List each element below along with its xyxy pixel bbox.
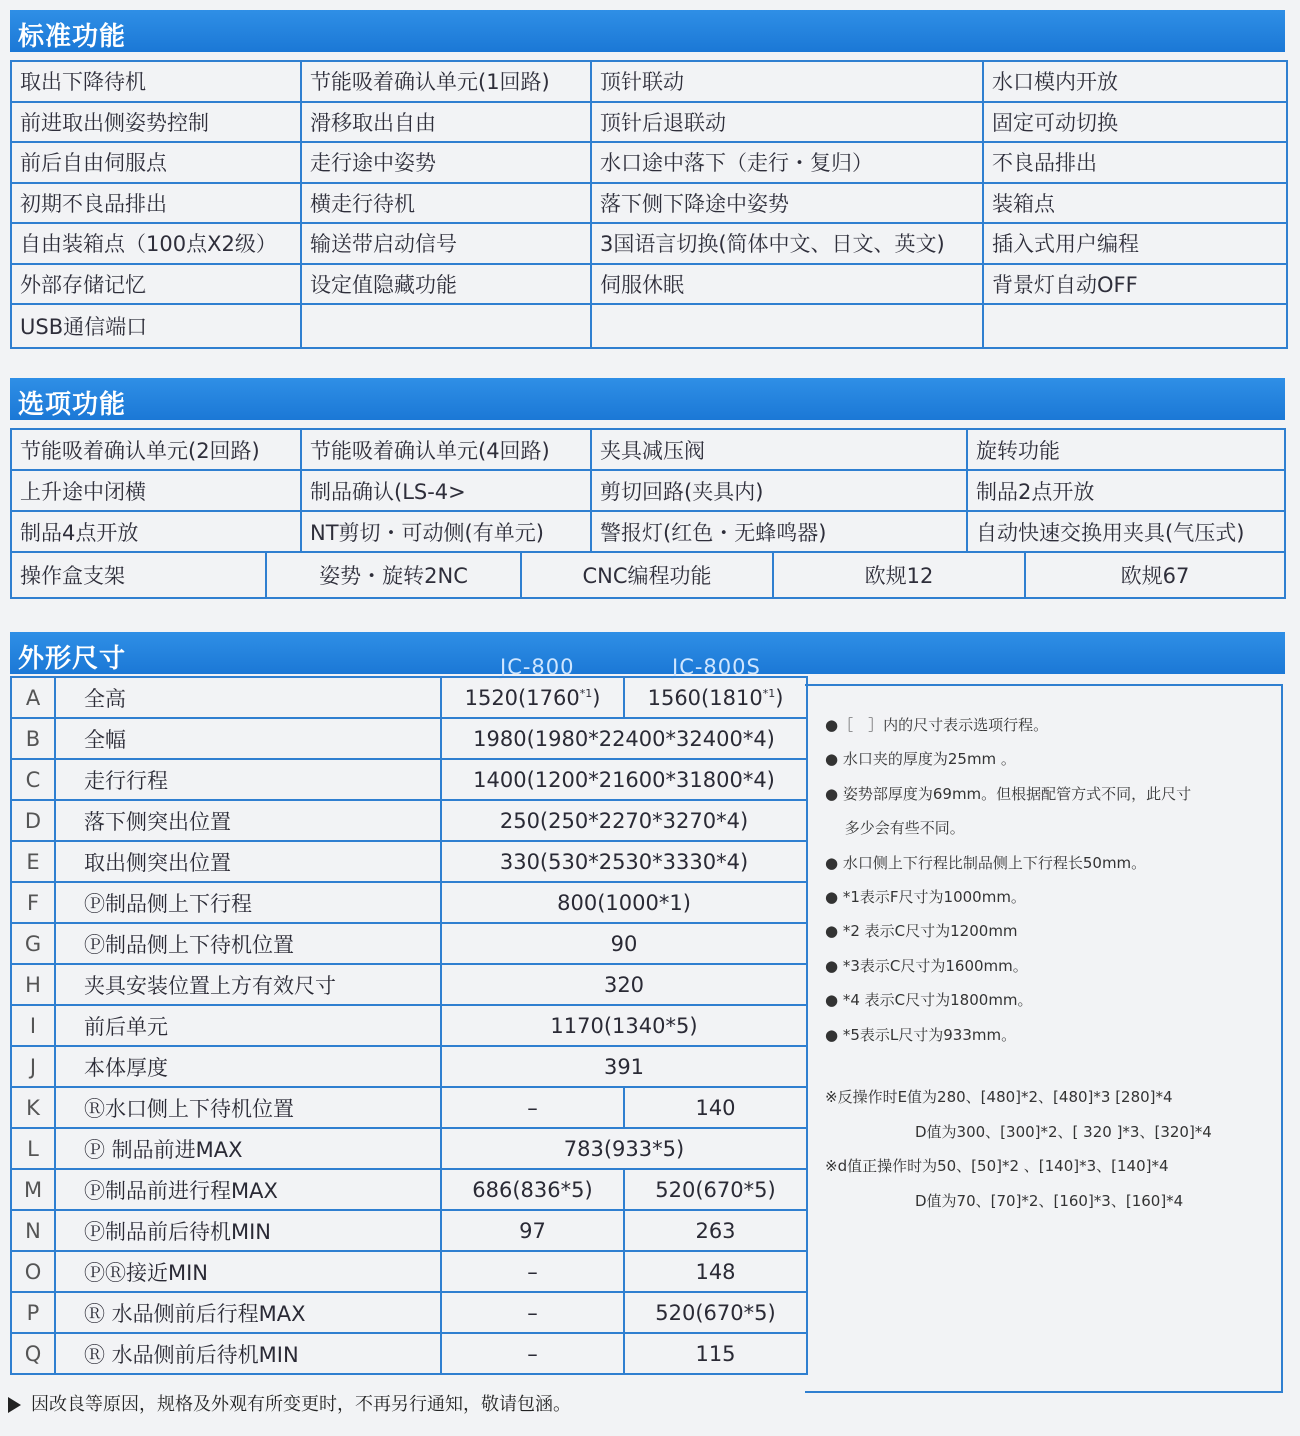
standard-section-title: 标准功能 [18, 22, 127, 52]
dimension-value: 90 [441, 923, 807, 964]
options-section-title: 选项功能 [18, 390, 127, 420]
reverse-operation-notes [825, 1080, 1212, 1218]
options-section-header [10, 378, 1285, 420]
option-cell: 制品2点开放 [967, 470, 1285, 511]
function-cell: 输送带启动信号 [301, 223, 591, 264]
dimension-label: 全高 [55, 677, 441, 718]
note-line: ● *5表示L尺寸为933mm。 [825, 1025, 1017, 1044]
dimension-letter: I [11, 1005, 55, 1046]
dimension-row [11, 964, 807, 1005]
option-cell: 制品确认(LS-4> [301, 470, 591, 511]
reverse-note-line: D值为300、[300]*2、[ 320 ]*3、[320]*4 [825, 1122, 1212, 1141]
function-cell: 外部存储记忆 [11, 264, 301, 305]
dimension-row [11, 1005, 807, 1046]
dimension-row [11, 1251, 807, 1292]
dimension-letter: H [11, 964, 55, 1005]
option-cell: 警报灯(红色・无蜂鸣器) [591, 511, 967, 552]
dimension-value: 800(1000*1) [441, 882, 807, 923]
dimension-notes [825, 708, 1191, 1052]
function-cell: 设定值隐藏功能 [301, 264, 591, 305]
table-row [11, 264, 1287, 305]
function-cell [301, 304, 591, 348]
function-cell: 背景灯自动OFF [983, 264, 1287, 305]
dimension-letter: B [11, 718, 55, 759]
function-cell: 水口模内开放 [983, 61, 1287, 102]
dimension-row [11, 1292, 807, 1333]
value-jc800: – [441, 1087, 624, 1128]
dimension-label: Ⓡ 水品侧前后行程MAX [55, 1292, 441, 1333]
table-row [11, 142, 1287, 183]
function-cell: 固定可动切换 [983, 102, 1287, 143]
note-line: ● 水口夹的厚度为25mm 。 [825, 750, 1016, 769]
dimension-row [11, 800, 807, 841]
dimension-letter: F [11, 882, 55, 923]
function-cell: 取出下降待机 [11, 61, 301, 102]
dimension-letter: M [11, 1169, 55, 1210]
model-header-jc800: JC-800 [500, 655, 575, 679]
option-cell: 欧规12 [773, 552, 1025, 598]
dimension-letter: E [11, 841, 55, 882]
table-row [11, 429, 1285, 470]
value-text-end: ) [775, 685, 784, 710]
reverse-note-line: ※反操作时E值为280、[480]*2、[480]*3 [280]*4 [825, 1088, 1173, 1106]
value-jc800: 97 [441, 1210, 624, 1251]
function-cell: 节能吸着确认单元(1回路) [301, 61, 591, 102]
dimensions-section-header [10, 632, 1285, 674]
note-line: ● 水口侧上下行程比制品侧上下行程长50mm。 [825, 853, 1147, 872]
table-row [11, 61, 1287, 102]
dimension-label: 前后单元 [55, 1005, 441, 1046]
dimension-row [11, 677, 807, 718]
dimension-label: Ⓡ 水品侧前后待机MIN [55, 1333, 441, 1374]
function-cell: 横走行待机 [301, 183, 591, 224]
dimension-value: 1980(1980*22400*32400*4) [441, 718, 807, 759]
value-text-end: ) [592, 685, 601, 710]
note-line: ● *4 表示C尺寸为1800mm。 [825, 991, 1033, 1010]
dimension-row [11, 1046, 807, 1087]
dimension-letter: O [11, 1251, 55, 1292]
dimensions-table [10, 676, 808, 1375]
function-cell: 走行途中姿势 [301, 142, 591, 183]
function-cell: USB通信端口 [11, 304, 301, 348]
option-cell: 欧规67 [1025, 552, 1285, 598]
option-cell: 剪切回路(夹具内) [591, 470, 967, 511]
option-cell: NT剪切・可动侧(有单元) [301, 511, 591, 552]
value-jc800s: 520(670*5) [624, 1292, 807, 1333]
note-line: ●［ ］内的尺寸表示选项行程。 [825, 716, 1049, 734]
function-cell: 伺服休眠 [591, 264, 983, 305]
value-text: 1560(1810 [647, 685, 763, 710]
dimension-letter: P [11, 1292, 55, 1333]
value-jc800s: 263 [624, 1210, 807, 1251]
option-cell: 姿势・旋转2NC [266, 552, 521, 598]
value-jc800: – [441, 1292, 624, 1333]
options-last-row-table [10, 551, 1286, 599]
value-jc800s: 148 [624, 1251, 807, 1292]
dimension-value: 330(530*2530*3330*4) [441, 841, 807, 882]
dimension-letter: Q [11, 1333, 55, 1374]
footer-notice [8, 1390, 571, 1416]
function-cell [983, 304, 1287, 348]
value-text: 1520(1760 [464, 685, 580, 710]
dimension-value: 1400(1200*21600*31800*4) [441, 759, 807, 800]
dimension-label: 本体厚度 [55, 1046, 441, 1087]
dimension-row [11, 1169, 807, 1210]
value-jc800 [441, 677, 624, 718]
dimension-label: 取出侧突出位置 [55, 841, 441, 882]
function-cell: 初期不良品排出 [11, 183, 301, 224]
value-jc800: – [441, 1333, 624, 1374]
value-jc800: – [441, 1251, 624, 1292]
dimension-label: Ⓟ制品前后待机MIN [55, 1210, 441, 1251]
function-cell: 顶针联动 [591, 61, 983, 102]
function-cell: 水口途中落下（走行・复归） [591, 142, 983, 183]
function-cell: 落下侧下降途中姿势 [591, 183, 983, 224]
dimension-label: Ⓟ制品前进行程MAX [55, 1169, 441, 1210]
value-jc800s: 115 [624, 1333, 807, 1374]
options-functions-table [10, 428, 1286, 553]
function-cell: 插入式用户编程 [983, 223, 1287, 264]
value-jc800s: 140 [624, 1087, 807, 1128]
dimension-letter: G [11, 923, 55, 964]
dimension-letter: L [11, 1128, 55, 1169]
dimension-value: 250(250*2270*3270*4) [441, 800, 807, 841]
dimensions-section-title: 外形尺寸 [18, 644, 127, 674]
dimension-label: 夹具安装位置上方有效尺寸 [55, 964, 441, 1005]
option-cell: 节能吸着确认单元(4回路) [301, 429, 591, 470]
function-cell: 顶针后退联动 [591, 102, 983, 143]
dimension-label: ⓅⓇ接近MIN [55, 1251, 441, 1292]
dimension-row [11, 718, 807, 759]
reverse-note-line: D值为70、[70]*2、[160]*3、[160]*4 [825, 1191, 1184, 1210]
dimension-row [11, 1128, 807, 1169]
table-row [11, 511, 1285, 552]
option-cell: 自动快速交换用夹具(气压式) [967, 511, 1285, 552]
footer-text: 因改良等原因，规格及外观有所变更时，不再另行通知，敬请包涵。 [31, 1394, 571, 1415]
table-row [11, 183, 1287, 224]
dimension-label: Ⓟ制品侧上下待机位置 [55, 923, 441, 964]
dimension-label: Ⓟ 制品前进MAX [55, 1128, 441, 1169]
dimension-label: Ⓡ水口侧上下待机位置 [55, 1087, 441, 1128]
dimension-label: 走行行程 [55, 759, 441, 800]
function-cell: 滑移取出自由 [301, 102, 591, 143]
dimension-row [11, 841, 807, 882]
dimension-label: 全幅 [55, 718, 441, 759]
note-line: ● *1表示F尺寸为1000mm。 [825, 888, 1026, 907]
dimension-row [11, 759, 807, 800]
option-cell: 上升途中闭横 [11, 470, 301, 511]
dimension-letter: D [11, 800, 55, 841]
option-cell: 节能吸着确认单元(2回路) [11, 429, 301, 470]
function-cell: 自由装箱点（100点X2级） [11, 223, 301, 264]
function-cell: 前后自由伺服点 [11, 142, 301, 183]
value-jc800s [624, 677, 807, 718]
dimensions-notes-box [805, 684, 1283, 1393]
table-row [11, 223, 1287, 264]
footnote-mark: *1 [579, 686, 593, 700]
options-last-row [11, 552, 1285, 598]
footnote-mark: *1 [762, 686, 776, 700]
option-cell: CNC编程功能 [521, 552, 773, 598]
dimension-value: 320 [441, 964, 807, 1005]
standard-functions-table [10, 60, 1288, 349]
note-line: ● *2 表示C尺寸为1200mm [825, 922, 1018, 941]
option-cell: 制品4点开放 [11, 511, 301, 552]
value-jc800s: 520(670*5) [624, 1169, 807, 1210]
dimension-value: 783(933*5) [441, 1128, 807, 1169]
dimension-letter: J [11, 1046, 55, 1087]
reverse-note-line: ※d值正操作时为50、[50]*2 、[140]*3、[140]*4 [825, 1157, 1169, 1175]
dimension-row [11, 1087, 807, 1128]
triangle-bullet-icon [8, 1397, 21, 1413]
function-cell: 不良品排出 [983, 142, 1287, 183]
table-row [11, 102, 1287, 143]
dimension-value: 1170(1340*5) [441, 1005, 807, 1046]
function-cell: 前进取出侧姿势控制 [11, 102, 301, 143]
note-line: 多少会有些不同。 [825, 819, 965, 838]
option-cell: 操作盒支架 [11, 552, 266, 598]
dimension-row [11, 882, 807, 923]
option-cell: 夹具减压阀 [591, 429, 967, 470]
model-header-jc800s: JC-800S [672, 655, 761, 679]
value-jc800: 686(836*5) [441, 1169, 624, 1210]
dimension-letter: A [11, 677, 55, 718]
table-row [11, 304, 1287, 348]
note-line: ● 姿势部厚度为69mm。但根据配管方式不同，此尺寸 [825, 784, 1192, 803]
function-cell: 3国语言切换(简体中文、日文、英文) [591, 223, 983, 264]
table-row [11, 470, 1285, 511]
function-cell: 装箱点 [983, 183, 1287, 224]
dimension-row [11, 1333, 807, 1374]
dimension-letter: K [11, 1087, 55, 1128]
dimension-row [11, 1210, 807, 1251]
dimension-value: 391 [441, 1046, 807, 1087]
dimension-row [11, 923, 807, 964]
dimension-label: 落下侧突出位置 [55, 800, 441, 841]
option-cell: 旋转功能 [967, 429, 1285, 470]
note-line: ● *3表示C尺寸为1600mm。 [825, 956, 1028, 975]
function-cell [591, 304, 983, 348]
standard-section-header [10, 10, 1285, 52]
dimension-letter: C [11, 759, 55, 800]
dimension-letter: N [11, 1210, 55, 1251]
dimension-label: Ⓟ制品侧上下行程 [55, 882, 441, 923]
